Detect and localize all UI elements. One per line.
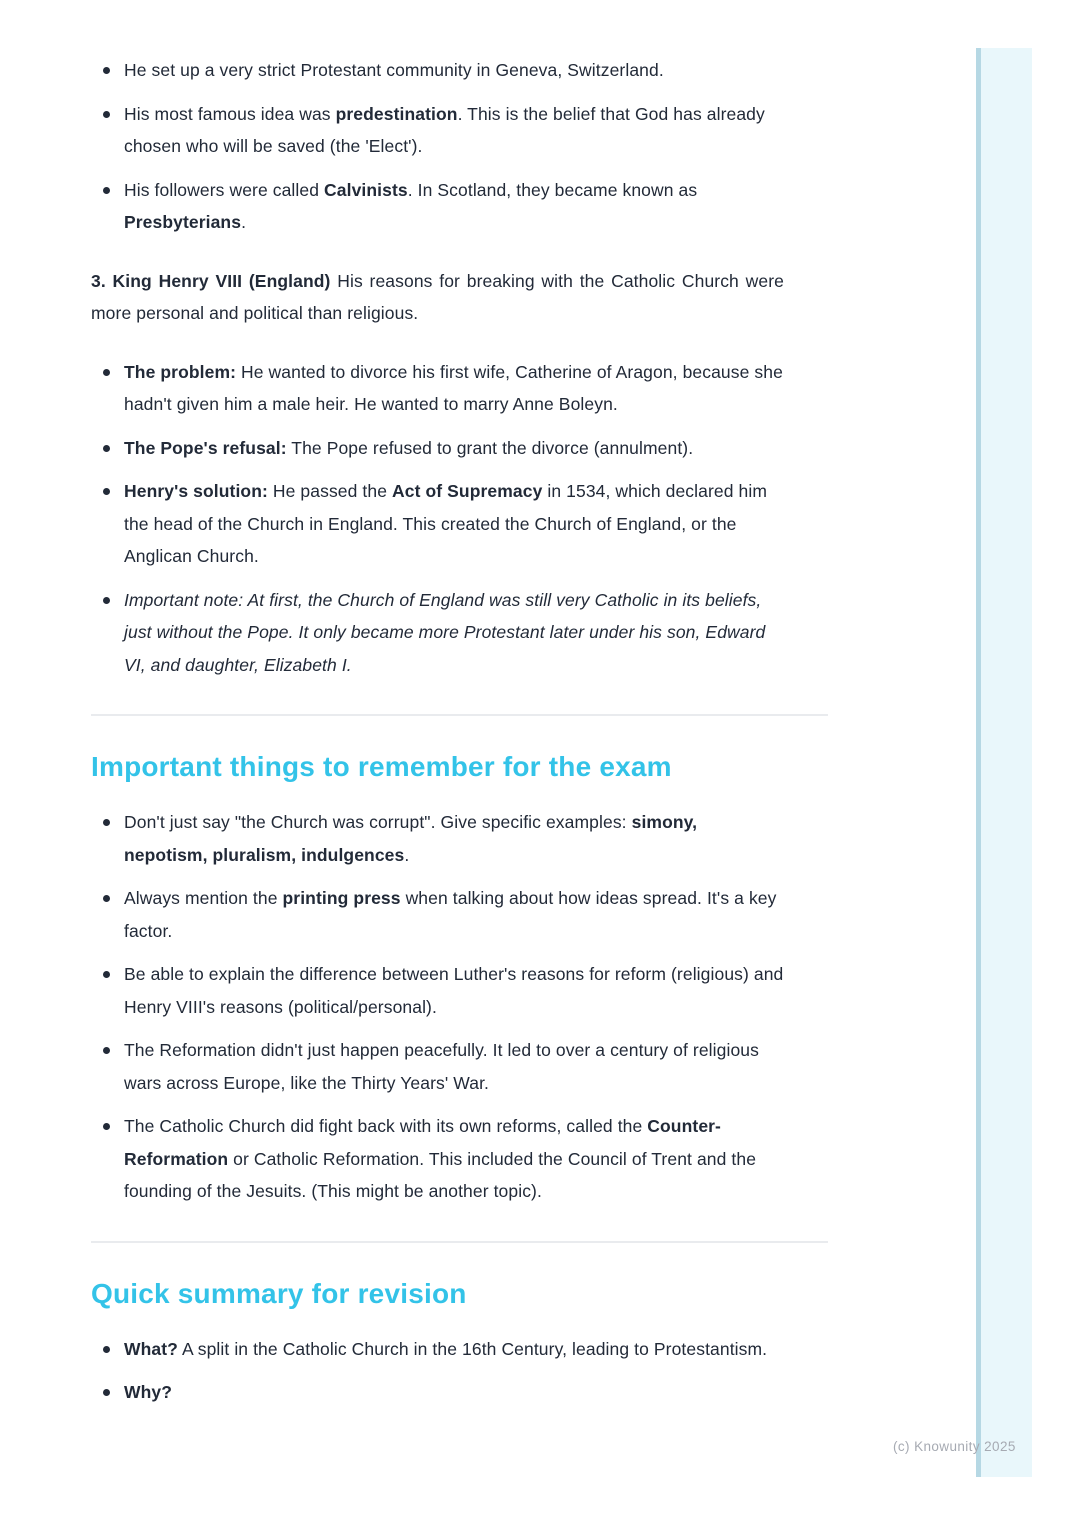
- page-edge-highlight: [976, 48, 1032, 1477]
- summary-list: [91, 1333, 784, 1409]
- list-item: He set up a very strict Protestant community in Geneva, Switzerland.: [91, 54, 784, 87]
- list-item: His most famous idea was predestination. This is the belief that God has already chosen who will be saved (the 'Elect').: [91, 98, 784, 163]
- watermark: (c) Knowunity 2025: [893, 1439, 1016, 1454]
- list-item: Henry's solution: He passed the Act of Supremacy in 1534, which declared him the head of the Church in England. This created the Church of England, or the Anglican Church.: [91, 475, 784, 573]
- exam-section-heading: Important things to remember for the exam: [91, 751, 672, 782]
- list-item: What? A split in the Catholic Church in the 16th Century, leading to Protestantism.: [91, 1333, 784, 1366]
- list-item: Be able to explain the difference between Luther's reasons for reform (religious) and Henry VIII's reasons (political/personal).: [91, 958, 784, 1023]
- calvin-bullet-list: [91, 54, 784, 239]
- list-item: His followers were called Calvinists. In Scotland, they became known as Presbyterians.: [91, 174, 784, 239]
- list-item: The Reformation didn't just happen peacefully. It led to over a century of religious wars across Europe, like the Thirty Years' War.: [91, 1034, 784, 1099]
- exam-tips-list: [91, 806, 784, 1208]
- list-item: Always mention the printing press when talking about how ideas spread. It's a key factor.: [91, 882, 784, 947]
- section-divider: [91, 714, 828, 716]
- list-item: Why?: [91, 1376, 784, 1409]
- summary-section-heading: Quick summary for revision: [91, 1277, 467, 1309]
- list-item: Don't just say "the Church was corrupt". Give specific examples: simony, nepotism, pluralism, indulgences.: [91, 806, 784, 871]
- list-item: Important note: At first, the Church of England was still very Catholic in its beliefs, just without the Pope. It only became more Protestant later under his son, Edward VI, and daughter, Elizabeth I.: [91, 584, 784, 682]
- list-item: The problem: He wanted to divorce his first wife, Catherine of Aragon, because she hadn't given him a male heir. He wanted to marry Anne Boleyn.: [91, 356, 784, 421]
- list-item: The Catholic Church did fight back with its own reforms, called the Counter-Reformation or Catholic Reformation. This included the Council of Trent and the founding of the Jesuits. (This might be another topic).: [91, 1110, 784, 1208]
- henry-bullet-list: [91, 356, 784, 682]
- section-divider: [91, 1241, 828, 1243]
- henry-viii-paragraph: 3. King Henry VIII (England) His reasons for breaking with the Catholic Church were more personal and political than religious.: [91, 270, 784, 323]
- document-content: [91, 54, 828, 1435]
- list-item: The Pope's refusal: The Pope refused to grant the divorce (annulment).: [91, 432, 784, 465]
